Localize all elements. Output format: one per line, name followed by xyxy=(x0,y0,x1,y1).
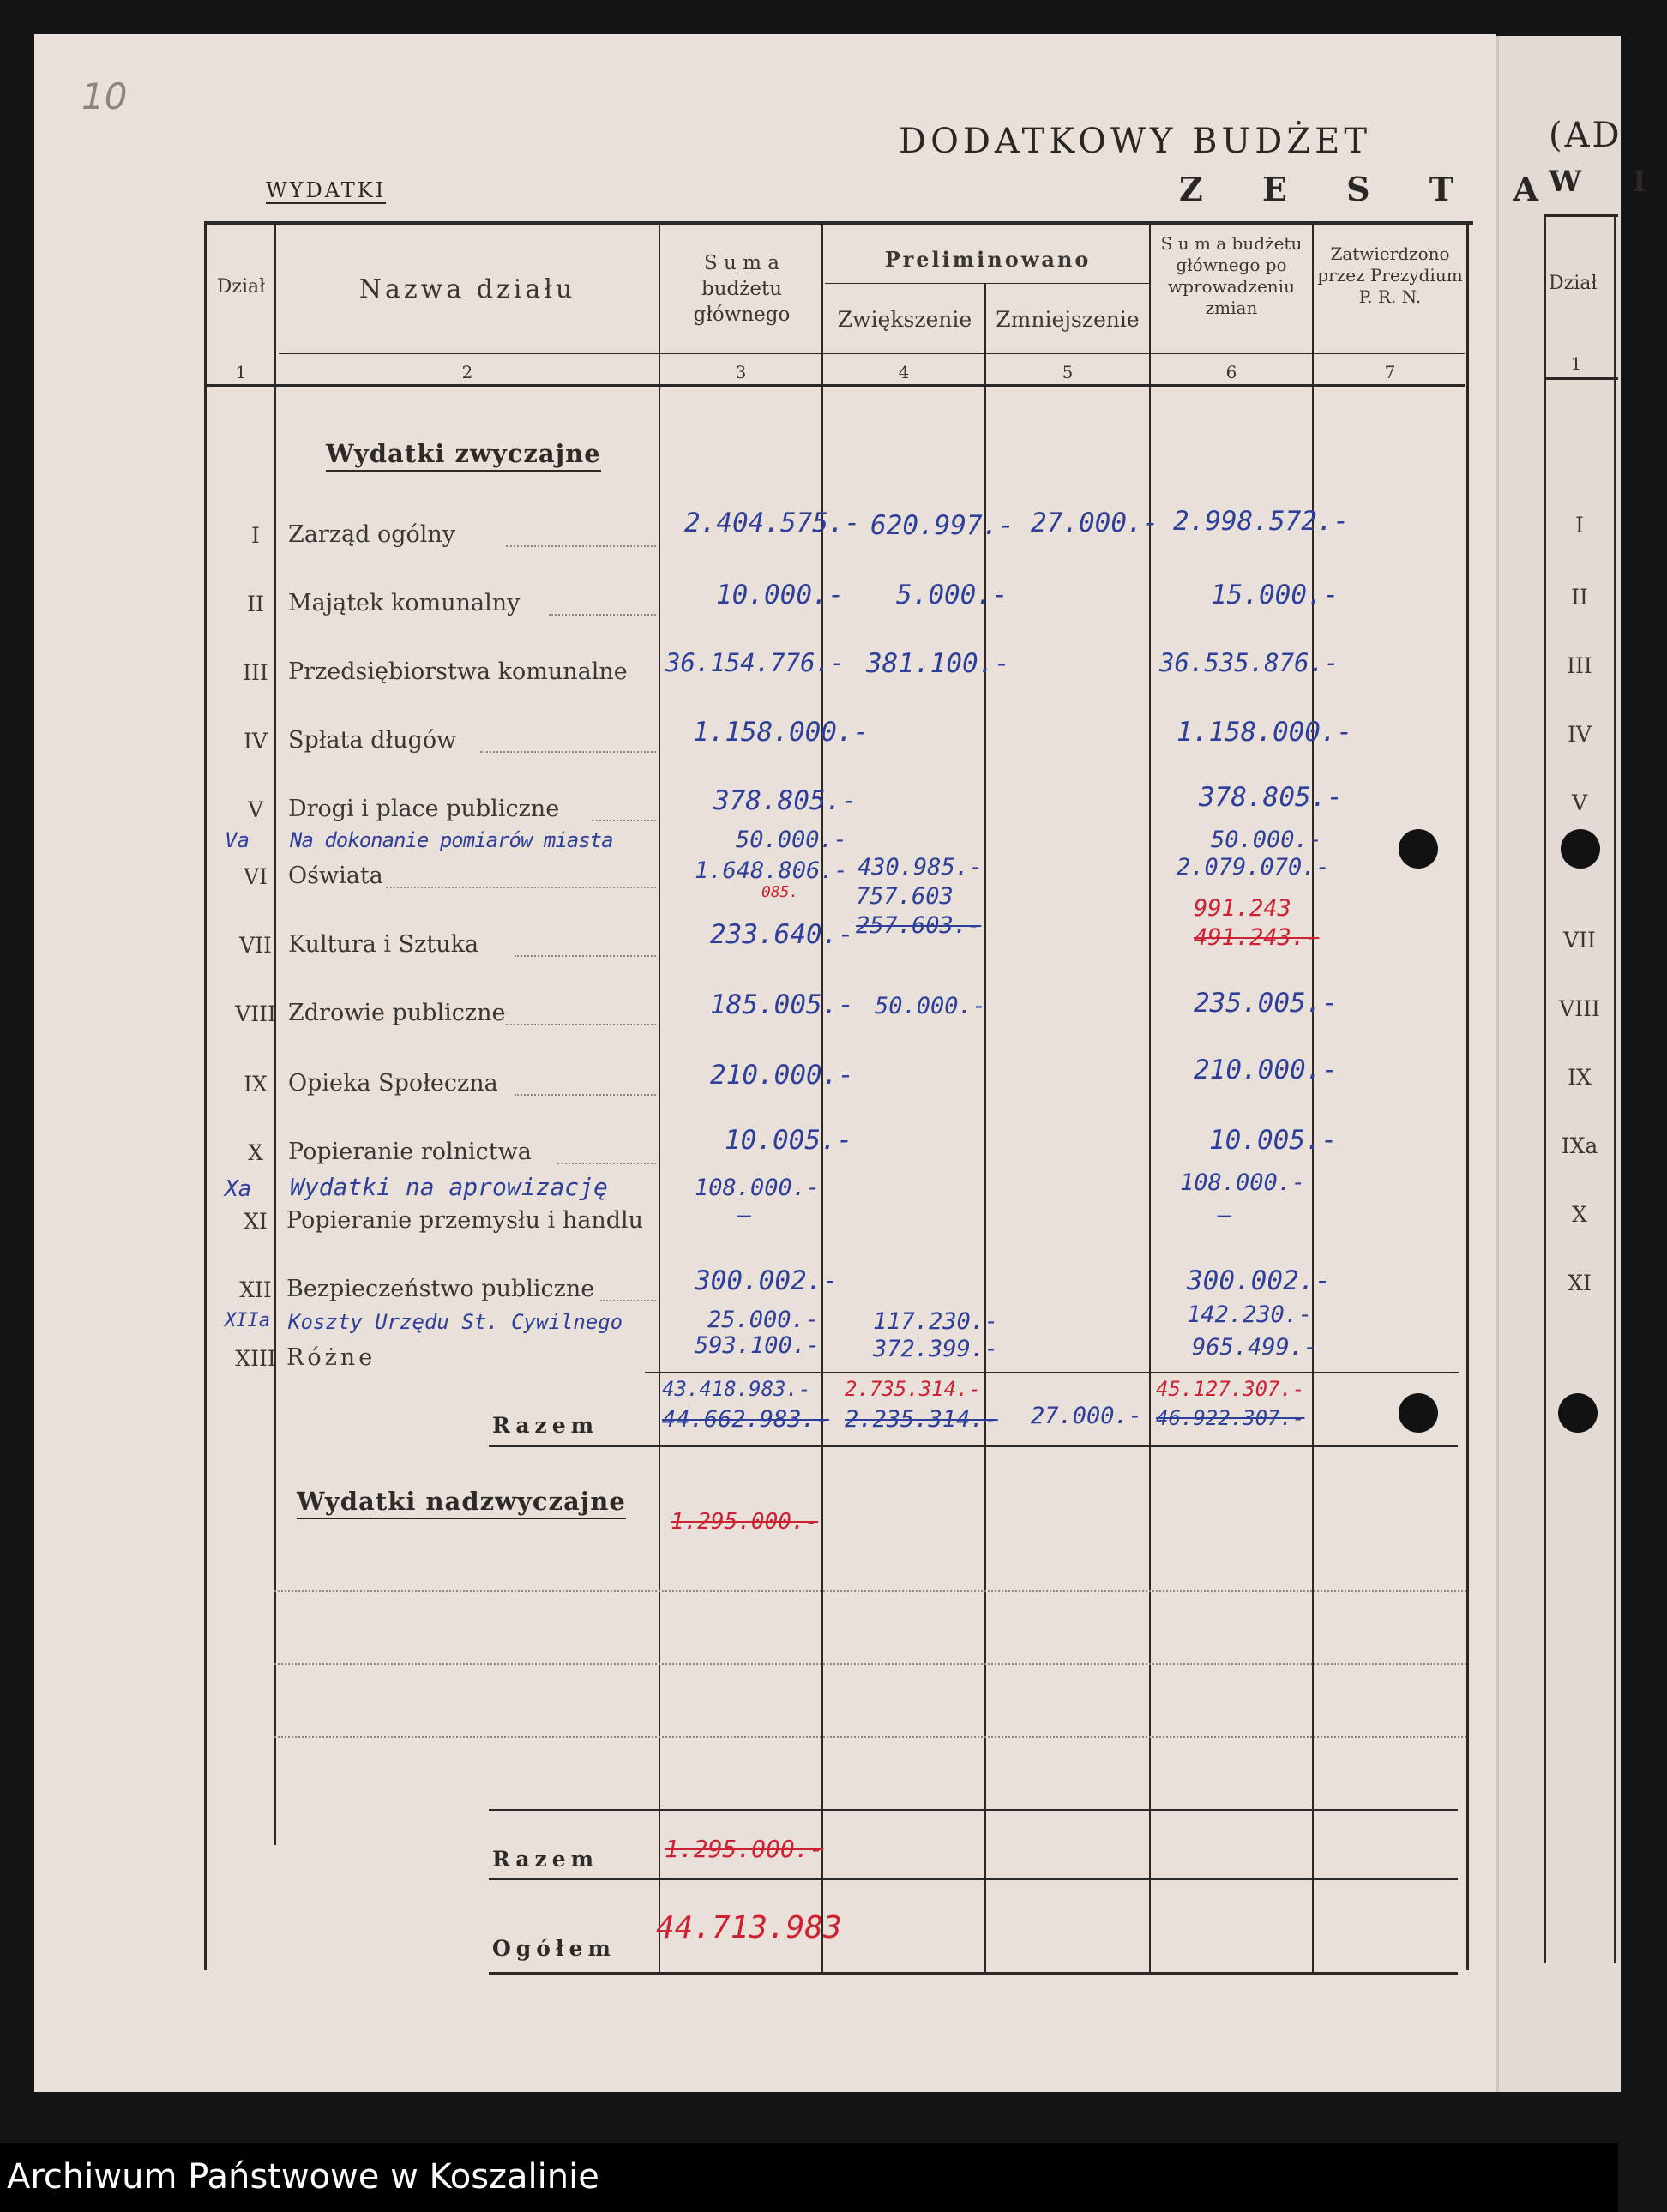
col-number: 5 xyxy=(1062,362,1074,382)
row-name: Spłata długów xyxy=(288,727,457,754)
row-c3-value: 300.002.- xyxy=(695,1265,839,1296)
row-number: VIII xyxy=(235,1001,276,1026)
right-page-row-number: IX xyxy=(1568,1065,1592,1090)
col-divider-2 xyxy=(659,225,660,1974)
section-label-wydatki: WYDATKI xyxy=(266,178,387,202)
row-number: V xyxy=(247,797,264,822)
row-c6-value: 36.535.876.- xyxy=(1159,648,1339,677)
row-c3-value: 10.000.- xyxy=(716,580,845,610)
col-header-zmniejszenie: Zmniejszenie xyxy=(996,307,1140,332)
row-c5-value: 27.000.- xyxy=(1031,508,1159,538)
row-c4-value: 117.230.- xyxy=(873,1308,999,1335)
row-c6-value: 300.002.- xyxy=(1187,1265,1331,1296)
row-c6-value: 2.998.572.- xyxy=(1173,506,1350,537)
row-c3-value: 233.640.- xyxy=(710,919,854,950)
row-c3-value: 25.000.- xyxy=(707,1307,820,1333)
header-bottom-border xyxy=(204,384,1465,387)
col-number: 2 xyxy=(461,362,473,382)
row-number: XIII xyxy=(235,1346,276,1371)
row-c4-old-value: 257.603.- xyxy=(856,912,982,939)
row-name: Kultura i Sztuka xyxy=(288,931,479,958)
row-number: VI xyxy=(244,864,268,889)
row-c6-value: 210.000.- xyxy=(1194,1055,1338,1085)
row-c6-value: 50.000.- xyxy=(1211,826,1323,853)
punch-hole xyxy=(1399,1393,1438,1433)
row-name: Różne xyxy=(286,1344,376,1371)
right-page-row-number: IXa xyxy=(1561,1133,1598,1158)
row-name: Przedsiębiorstwa komunalne xyxy=(288,658,628,685)
row-number: VII xyxy=(239,933,272,958)
right-page-header: (AD xyxy=(1549,116,1622,155)
row-number: X xyxy=(248,1140,263,1165)
col-number: 3 xyxy=(735,362,747,382)
row-c4-new-value: 757.603 xyxy=(856,883,954,910)
row-c4-value: 430.985.- xyxy=(858,854,984,881)
row-c3-value: 378.805.- xyxy=(713,785,858,816)
row-c3-value: 593.100.- xyxy=(695,1332,821,1359)
header-number-rule xyxy=(279,353,1465,354)
razem2-c3-value: 1.295.000.- xyxy=(665,1835,824,1863)
row-name: Wydatki na aprowizację xyxy=(290,1173,608,1201)
right-page-row-number: V xyxy=(1571,790,1588,815)
row-c3-value: 2.404.575.- xyxy=(684,508,861,538)
row-number: XIIa xyxy=(225,1310,270,1331)
punch-hole xyxy=(1558,1393,1598,1433)
row-c3-correction: 085. xyxy=(761,883,799,901)
col-header-zatwierdzono: Zatwierdzono przez Prezydium P. R. N. xyxy=(1317,243,1463,307)
col-number: 1 xyxy=(235,362,247,382)
col-divider-6 xyxy=(1312,225,1314,1974)
row-name: Oświata xyxy=(288,863,383,889)
row-c3-value: 50.000.- xyxy=(736,826,848,853)
razem-c6-old: 46.922.307.- xyxy=(1156,1406,1305,1430)
row-c3-value: 1.158.000.- xyxy=(693,717,870,748)
col-divider-3 xyxy=(821,225,823,1974)
row-c6-new-value: 991.243 xyxy=(1194,895,1291,922)
row-c4-value: 372.399.- xyxy=(873,1336,999,1362)
row-c3-value: 108.000.- xyxy=(695,1175,821,1201)
col-number: 4 xyxy=(898,362,910,382)
row-c3-value: 1.648.806.- xyxy=(695,857,848,884)
row-name: Zarząd ogólny xyxy=(288,521,456,548)
razem-c6-new: 45.127.307.- xyxy=(1156,1377,1305,1401)
row-c6-old-value: 491.243.- xyxy=(1194,924,1320,951)
row-number: XII xyxy=(239,1277,272,1302)
razem-c3-new: 43.418.983.- xyxy=(662,1377,811,1401)
archive-footer-bar xyxy=(0,2143,1618,2212)
row-name: Koszty Urzędu St. Cywilnego xyxy=(288,1310,623,1334)
razem-label: Razem xyxy=(492,1413,599,1438)
row-number: IX xyxy=(244,1072,268,1097)
right-page-col-label: Dział xyxy=(1549,273,1598,294)
razem-c4-old: 2.235.314.- xyxy=(845,1406,998,1433)
right-page-row-number: I xyxy=(1575,513,1584,538)
document-title: DODATKOWY BUDŻET xyxy=(899,122,1371,161)
row-number: Va xyxy=(225,828,250,852)
col-divider-5 xyxy=(1149,225,1151,1974)
row-name: Majątek komunalny xyxy=(288,590,521,616)
row-number: IV xyxy=(244,729,268,754)
table-top-border xyxy=(204,221,1473,225)
row-name: Zdrowie publiczne xyxy=(288,1000,506,1026)
row-number: I xyxy=(251,523,260,548)
col-number: 7 xyxy=(1384,362,1396,382)
table-left-border xyxy=(204,221,207,1970)
archive-footer-text: Archiwum Państwowe w Koszalinie xyxy=(7,2157,599,2197)
razem-c3-old: 44.662.983.- xyxy=(662,1406,830,1433)
row-c6-value: 235.005.- xyxy=(1194,988,1338,1019)
row-number: Xa xyxy=(225,1176,252,1202)
right-page-subheader: W I xyxy=(1549,165,1667,199)
row-c3-value: — xyxy=(737,1202,752,1229)
prelim-group-rule xyxy=(825,283,1151,284)
row-c4-value: 381.100.- xyxy=(866,648,1010,679)
row-number: XI xyxy=(244,1209,268,1234)
row-c3-value: 210.000.- xyxy=(710,1060,854,1091)
row-c4-value: 5.000.- xyxy=(896,580,1008,610)
razem-top-rule xyxy=(645,1372,1459,1373)
section-heading-extraordinary: Wydatki nadzwyczajne xyxy=(297,1487,626,1519)
row-c4-value: 50.000.- xyxy=(875,993,987,1019)
col-header-suma: S u m a budżetu głównego xyxy=(693,252,791,326)
ogolem-label: Ogółem xyxy=(492,1936,616,1961)
row-c6-value: 378.805.- xyxy=(1199,782,1343,813)
row-name: Drogi i place publiczne xyxy=(288,796,560,822)
row-name: Opieka Społeczna xyxy=(288,1070,498,1097)
right-page-row-number: VIII xyxy=(1559,996,1600,1021)
row-c6-value: — xyxy=(1218,1202,1232,1229)
adjacent-page xyxy=(1496,36,1621,2092)
col-divider-1 xyxy=(274,225,276,1845)
row-c6-value: 2.079.070.- xyxy=(1177,854,1330,881)
col-header-dzial: Dział xyxy=(216,276,266,298)
right-page-row-number: IV xyxy=(1568,722,1592,747)
col-number: 6 xyxy=(1225,362,1237,382)
row-c6-value: 142.230.- xyxy=(1187,1301,1313,1328)
row-c3-value: 10.005.- xyxy=(725,1125,853,1156)
right-page-row-number: II xyxy=(1571,585,1588,610)
col-header-suma-po-zmianach: S u m a budżetu głównego po wprowadzeniu zmian xyxy=(1160,233,1303,318)
col-header-preliminowano: Preliminowano xyxy=(884,247,1092,272)
razem2-label: Razem xyxy=(492,1847,599,1872)
row-name: Bezpieczeństwo publiczne xyxy=(286,1276,595,1302)
table-right-border xyxy=(1466,221,1469,1970)
extraordinary-c3-value: 1.295.000.- xyxy=(671,1509,819,1535)
row-c3-value: 36.154.776.- xyxy=(665,648,846,677)
document-subtitle: Z E S T A xyxy=(1179,170,1562,208)
row-c6-value: 965.499.- xyxy=(1192,1334,1318,1361)
razem-c4-new: 2.735.314.- xyxy=(845,1377,981,1401)
right-page-col-number: 1 xyxy=(1570,353,1582,374)
row-c3-value: 185.005.- xyxy=(710,989,854,1020)
row-c6-value: 10.005.- xyxy=(1209,1125,1338,1156)
row-c6-value: 15.000.- xyxy=(1211,580,1339,610)
row-c6-value: 1.158.000.- xyxy=(1177,717,1353,748)
row-number: II xyxy=(247,592,264,616)
right-page-row-number: VII xyxy=(1563,928,1596,953)
right-page-row-number: III xyxy=(1567,653,1592,678)
row-name: Popieranie rolnictwa xyxy=(288,1139,532,1165)
right-page-row-number: X xyxy=(1572,1202,1587,1227)
row-c4-value: 620.997.- xyxy=(870,510,1014,541)
row-name: Popieranie przemysłu i handlu xyxy=(286,1207,644,1234)
row-c6-value: 108.000.- xyxy=(1180,1169,1306,1196)
razem-c5: 27.000.- xyxy=(1031,1403,1143,1429)
row-number: III xyxy=(243,660,268,685)
col-header-zwiekszenie: Zwiększenie xyxy=(837,307,972,332)
row-name: Na dokonanie pomiarów miasta xyxy=(290,828,613,852)
ogolem-c3-value: 44.713.983 xyxy=(656,1910,842,1945)
right-page-row-number: XI xyxy=(1568,1271,1592,1295)
punch-hole xyxy=(1561,829,1600,869)
pencil-page-number: 10 xyxy=(81,75,128,117)
col-header-nazwa: Nazwa działu xyxy=(358,274,576,304)
punch-hole xyxy=(1399,829,1438,869)
section-heading-ordinary: Wydatki zwyczajne xyxy=(326,439,601,472)
